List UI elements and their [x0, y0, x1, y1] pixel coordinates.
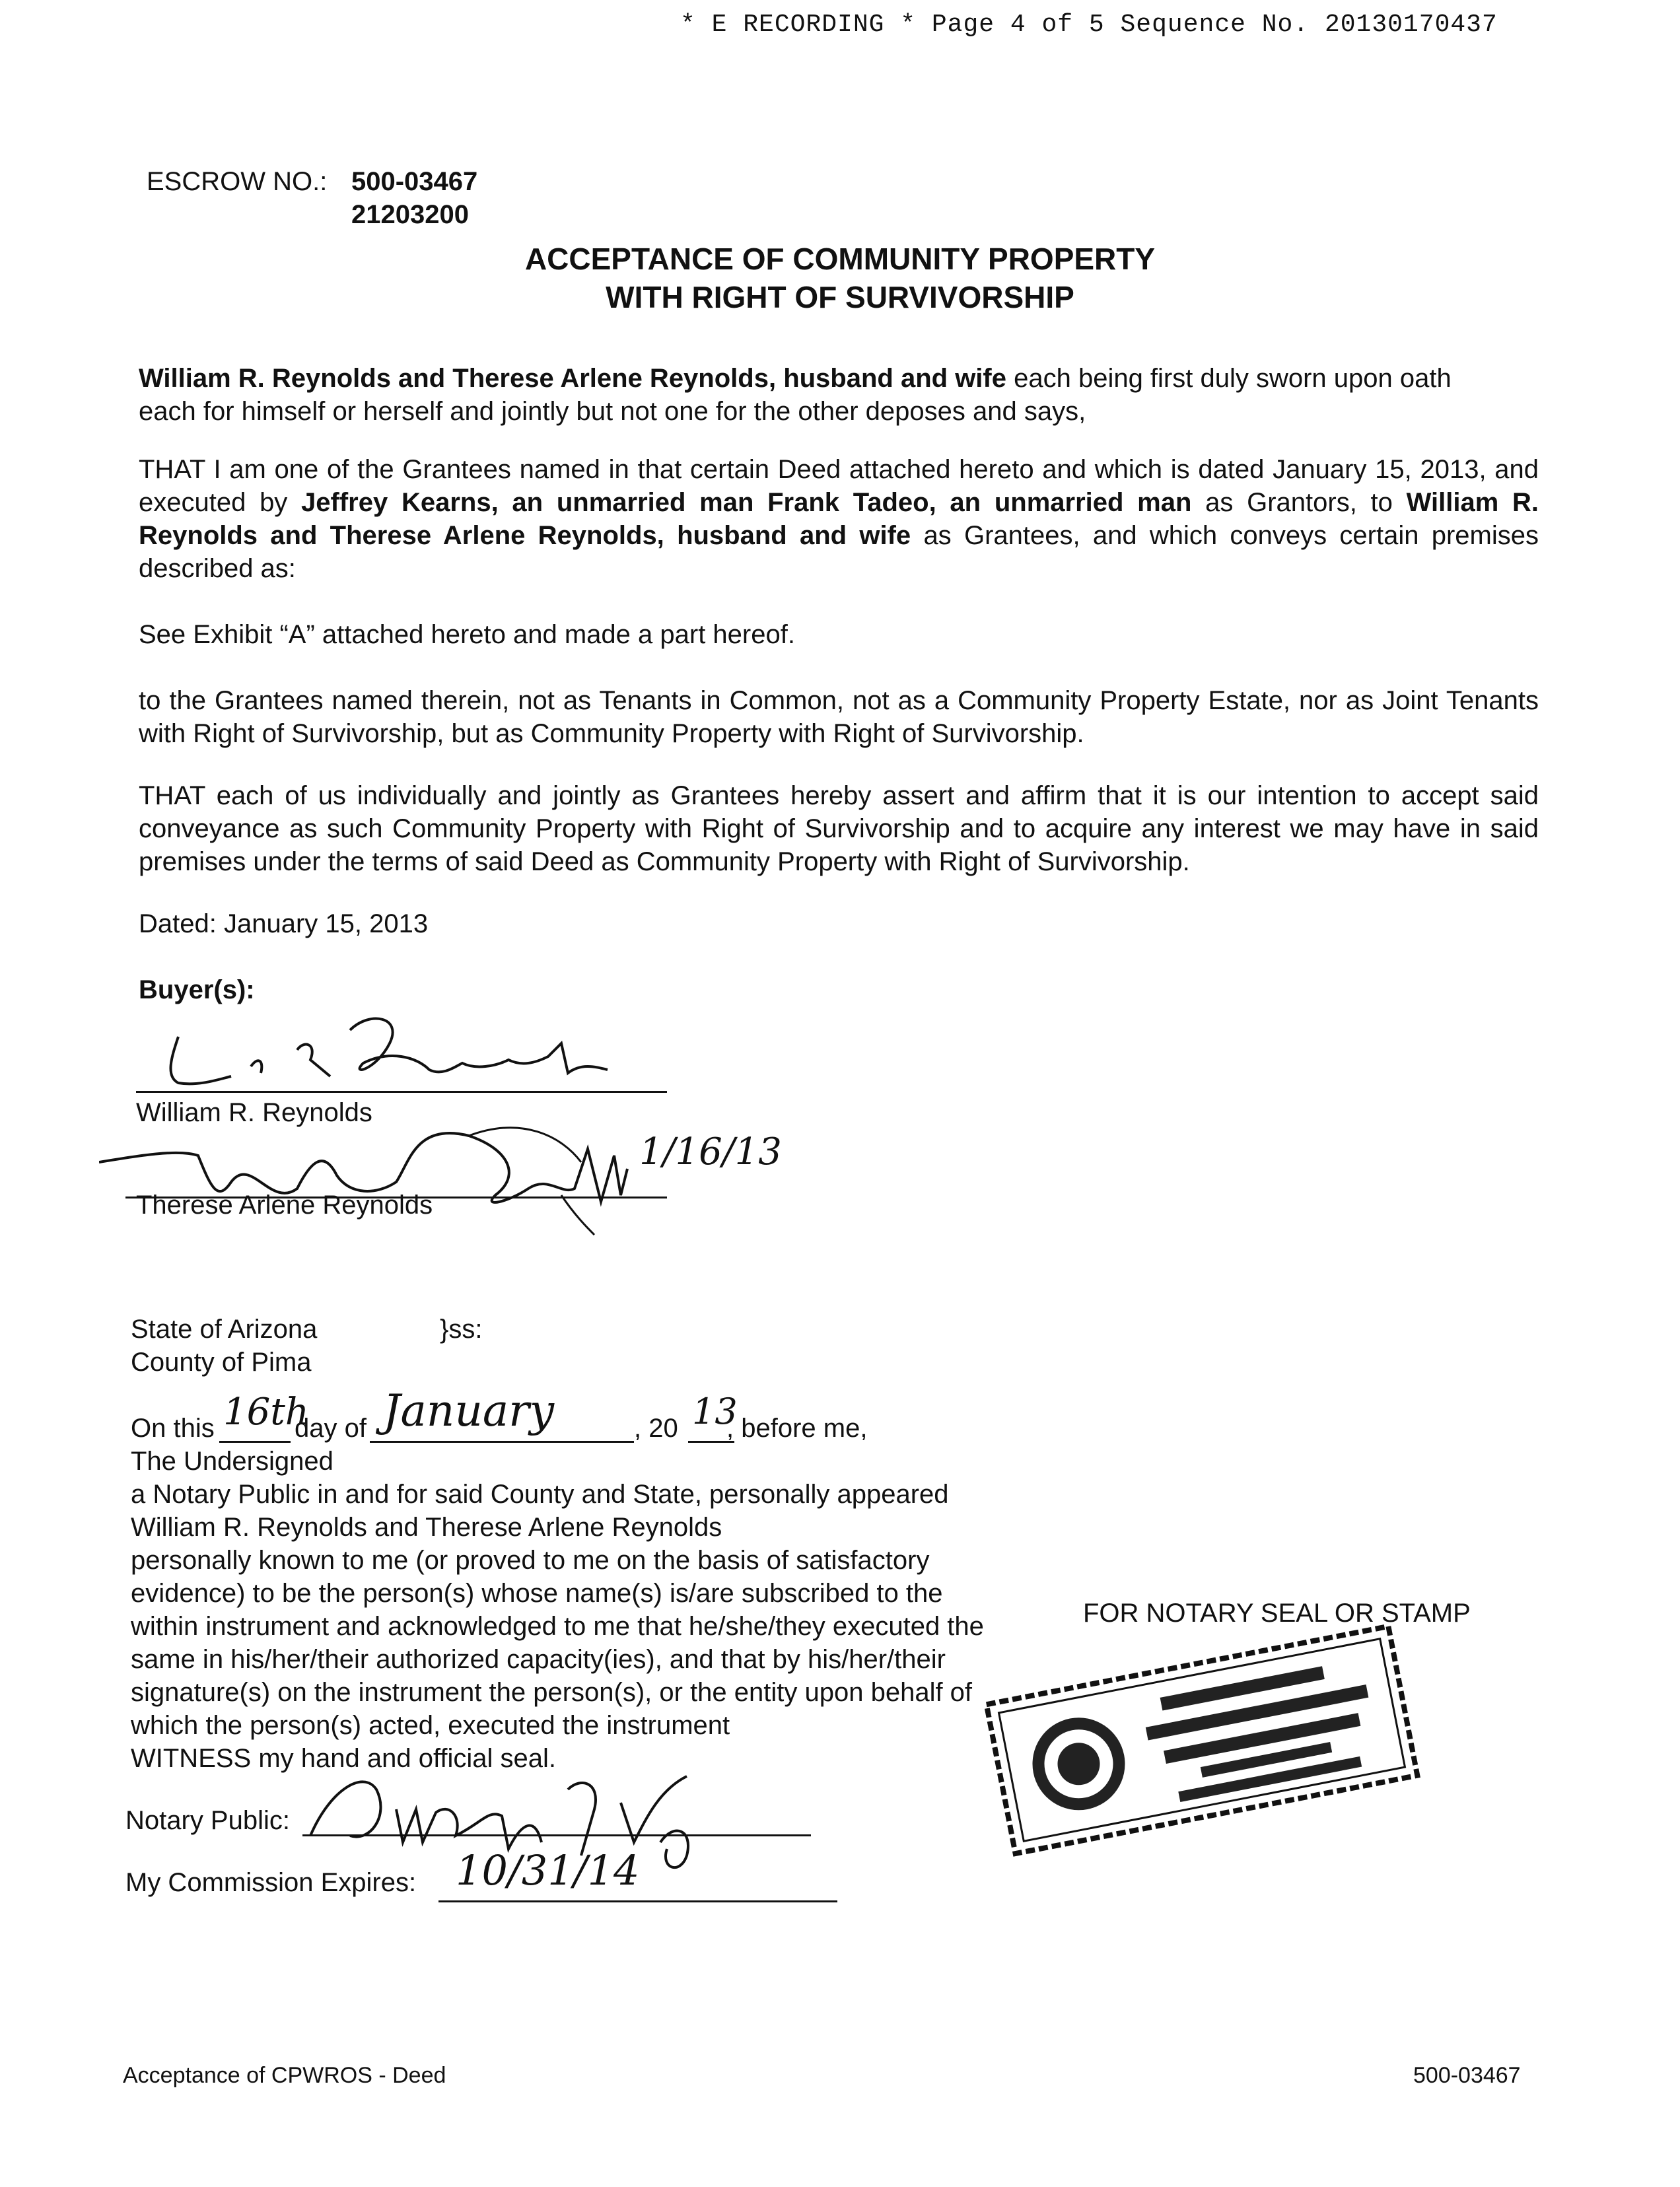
- notary-state: State of Arizona: [131, 1315, 318, 1344]
- intro-rest: each being first duly sworn upon oath: [1006, 364, 1452, 393]
- document-title-line1: ACCEPTANCE OF COMMUNITY PROPERTY: [524, 242, 1156, 276]
- footer-left: Acceptance of CPWROS - Deed: [123, 2063, 446, 2088]
- footer-right: 500-03467: [1413, 2063, 1521, 2088]
- notary-year-written: 13: [692, 1391, 738, 1432]
- buyer1-name: William R. Reynolds: [136, 1098, 372, 1127]
- notary-line1: a Notary Public in and for said County and State, personally appeared: [131, 1480, 949, 1509]
- notary-undersigned: The Undersigned: [131, 1447, 333, 1476]
- notary-line4: within instrument and acknowledged to me that he/she/they executed the: [131, 1612, 984, 1641]
- notary-line7: which the person(s) acted, executed the instrument: [131, 1711, 730, 1740]
- notary-line3: evidence) to be the person(s) whose name(s) is/are subscribed to the: [131, 1579, 943, 1608]
- notary-line2: personally known to me (or proved to me on the basis of satisfactory: [131, 1546, 930, 1575]
- buyer2-name: Therese Arlene Reynolds: [136, 1191, 433, 1220]
- notary-public-label: Notary Public:: [125, 1806, 290, 1835]
- notary-day-written: 16th: [223, 1391, 309, 1434]
- notary-ss: }ss:: [440, 1315, 483, 1344]
- notary-year-prefix: , 20: [634, 1414, 678, 1443]
- document-title-line2: WITH RIGHT OF SURVIVORSHIP: [606, 280, 1074, 314]
- notary-before-me: , before me,: [726, 1414, 868, 1443]
- deed-paragraph: [139, 453, 1539, 585]
- grantees-paragraph: to the Grantees named therein, not as Tenants in Common, not as a Community Property Estate, nor as Joint Tenants with Right of Survivorship, but as Community Property with Right of Survivorship.: [139, 686, 1539, 748]
- day-blank-line: [219, 1441, 291, 1443]
- notary-on-this: On this: [131, 1414, 215, 1443]
- grantees-names: William R. Reynolds and Therese Arlene Reynolds, husband and wife: [139, 488, 1539, 550]
- notary-day-of: day of: [295, 1414, 367, 1443]
- buyers-label: Buyer(s):: [139, 975, 255, 1004]
- notary-month-written: January: [383, 1385, 555, 1436]
- buyer1-signature: [152, 1004, 654, 1096]
- month-blank-line: [370, 1441, 634, 1443]
- affirm-paragraph: THAT each of us individually and jointly as Grantees hereby assert and affirm that it is our intention to accept said conveyance as such Community Property with Right of Survivorship and to acquire any interest we may have in said premises under the terms of said Deed as Community Property with Right of Survivorship.: [139, 781, 1539, 876]
- grantors-names: Jeffrey Kearns, an unmarried man Frank Tadeo, an unmarried man: [301, 488, 1192, 517]
- notary-county: County of Pima: [131, 1348, 312, 1377]
- buyer-sign-date: 1/16/13: [639, 1130, 782, 1173]
- intro-parties: William R. Reynolds and Therese Arlene Reynolds, husband and wife: [139, 364, 1006, 393]
- deed-text-2: as Grantors, to: [1191, 488, 1407, 517]
- escrow-secondary-number: 21203200: [351, 200, 469, 229]
- notary-witness: WITNESS my hand and official seal.: [131, 1744, 556, 1773]
- dated-line: Dated: January 15, 2013: [139, 909, 429, 938]
- recording-header: * E RECORDING * Page 4 of 5 Sequence No. 20130170437: [680, 11, 1498, 39]
- notary-seal-caption: FOR NOTARY SEAL OR STAMP: [1083, 1599, 1471, 1628]
- escrow-number: 500-03467: [351, 167, 478, 196]
- buyer1-signature-line: [136, 1091, 667, 1093]
- escrow-label: ESCROW NO.:: [147, 167, 328, 196]
- notary-signature-line: [302, 1834, 811, 1836]
- notary-seal-stamp: [977, 1618, 1426, 1862]
- exhibit-line: See Exhibit “A” attached hereto and made a part hereof.: [139, 620, 795, 649]
- intro-paragraph: [139, 362, 1539, 428]
- commission-label: My Commission Expires:: [125, 1868, 417, 1897]
- notary-appeared-names: William R. Reynolds and Therese Arlene Reynolds: [131, 1513, 722, 1542]
- deed-text-1: THAT I am one of the Grantees named in that certain Deed attached hereto and which is dated January 15, 2013, and executed by: [139, 455, 1539, 517]
- notary-line6: signature(s) on the instrument the person(s), or the entity upon behalf of: [131, 1678, 973, 1707]
- deed-text-3: as Grantees, and which conveys certain premises described as:: [139, 521, 1539, 583]
- commission-date-written: 10/31/14: [456, 1846, 640, 1894]
- intro-line2: each for himself or herself and jointly but not one for the other deposes and says,: [139, 397, 1086, 426]
- notary-line5: same in his/her/their authorized capacity(ies), and that by his/her/their: [131, 1645, 946, 1674]
- commission-line: [438, 1900, 837, 1902]
